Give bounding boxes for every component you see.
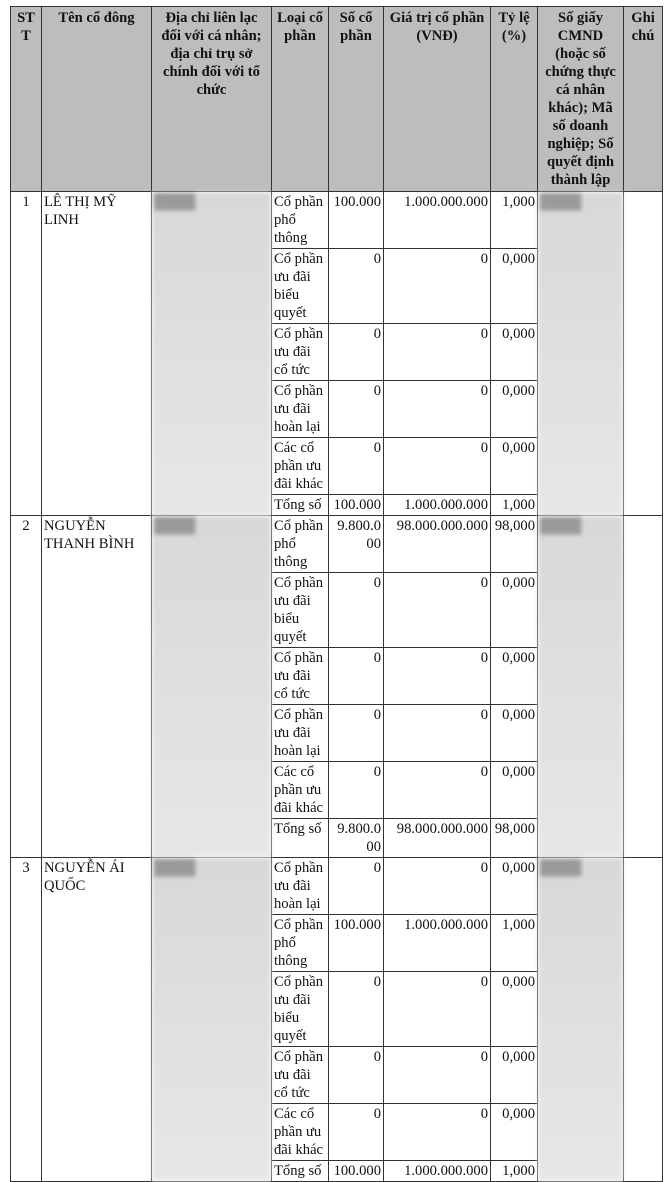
cell-value: 0 [384, 1047, 491, 1104]
cell-quantity: 9.800.000 [329, 516, 384, 573]
cell-quantity: 100.000 [329, 915, 384, 972]
cell-ratio: 0,000 [491, 1104, 538, 1161]
shareholder-table [10, 6, 663, 1182]
cell-quantity: 100.000 [329, 1161, 384, 1182]
cell-note [624, 858, 663, 1182]
cell-value: 0 [384, 972, 491, 1047]
id-number-redacted-text: ████ [540, 194, 582, 210]
cell-ratio: 0,000 [491, 438, 538, 495]
cell-value: 0 [384, 1104, 491, 1161]
cell-share-type: Cổ phần ưu đãi cổ tức [272, 648, 329, 705]
header-note: Ghi chú [624, 7, 663, 192]
id-number-redacted-text: ████ [540, 860, 582, 876]
cell-value: 0 [384, 705, 491, 762]
cell-address-redacted [152, 858, 272, 1182]
cell-note [624, 192, 663, 516]
header-quantity: Số cổ phần [329, 7, 384, 192]
cell-address-redacted [152, 192, 272, 516]
cell-stt: 3 [11, 858, 42, 1182]
cell-ratio: 1,000 [491, 915, 538, 972]
id-number-redacted-text: ████ [540, 518, 582, 534]
cell-value: 1.000.000.000 [384, 1161, 491, 1182]
cell-value: 0 [384, 249, 491, 324]
cell-value: 98.000.000.000 [384, 819, 491, 858]
cell-quantity: 0 [329, 381, 384, 438]
cell-value: 0 [384, 573, 491, 648]
header-share-type: Loại cổ phần [272, 7, 329, 192]
cell-share-type: Các cổ phần ưu đãi khác [272, 1104, 329, 1161]
cell-share-type: Cổ phần ưu đãi hoàn lại [272, 858, 329, 915]
cell-share-type: Cổ phần ưu đãi biểu quyết [272, 972, 329, 1047]
cell-share-type: Tổng số [272, 1161, 329, 1182]
cell-quantity: 0 [329, 324, 384, 381]
cell-ratio: 0,000 [491, 324, 538, 381]
cell-value: 1.000.000.000 [384, 915, 491, 972]
cell-value: 0 [384, 762, 491, 819]
cell-quantity: 0 [329, 858, 384, 915]
cell-value: 1.000.000.000 [384, 495, 491, 516]
cell-shareholder-name: LÊ THỊ MỸ LINH [42, 192, 152, 516]
table-row [11, 858, 663, 915]
cell-quantity: 0 [329, 438, 384, 495]
header-value: Giá trị cổ phần (VNĐ) [384, 7, 491, 192]
address-redacted-text: ████ [154, 860, 196, 876]
cell-share-type: Cổ phần ưu đãi cổ tức [272, 324, 329, 381]
cell-note [624, 516, 663, 858]
table-body [11, 192, 663, 1182]
cell-share-type: Các cổ phần ưu đãi khác [272, 762, 329, 819]
cell-quantity: 0 [329, 1047, 384, 1104]
cell-quantity: 100.000 [329, 192, 384, 249]
cell-quantity: 0 [329, 762, 384, 819]
header-row [11, 7, 663, 192]
cell-ratio: 98,000 [491, 516, 538, 573]
cell-ratio: 1,000 [491, 495, 538, 516]
shareholder-table-container [10, 6, 663, 1182]
cell-address-redacted [152, 516, 272, 858]
cell-ratio: 0,000 [491, 762, 538, 819]
cell-ratio: 0,000 [491, 648, 538, 705]
cell-quantity: 0 [329, 1104, 384, 1161]
cell-quantity: 0 [329, 249, 384, 324]
cell-ratio: 0,000 [491, 1047, 538, 1104]
table-row [11, 192, 663, 249]
cell-stt: 1 [11, 192, 42, 516]
cell-ratio: 0,000 [491, 972, 538, 1047]
header-id-number: Số giấy CMND (hoặc số chứng thực cá nhân khác); Mã số doanh nghiệp; Số quyết định thành lập [538, 7, 624, 192]
cell-value: 0 [384, 381, 491, 438]
cell-value: 0 [384, 648, 491, 705]
cell-ratio: 0,000 [491, 705, 538, 762]
cell-share-type: Cổ phần phổ thông [272, 915, 329, 972]
cell-shareholder-name: NGUYỄN ÁI QUỐC [42, 858, 152, 1182]
cell-value: 0 [384, 858, 491, 915]
cell-ratio: 1,000 [491, 1161, 538, 1182]
cell-ratio: 0,000 [491, 381, 538, 438]
cell-stt: 2 [11, 516, 42, 858]
address-redacted-text: ████ [154, 518, 196, 534]
cell-value: 98.000.000.000 [384, 516, 491, 573]
cell-share-type: Cổ phần ưu đãi hoàn lại [272, 381, 329, 438]
cell-ratio: 98,000 [491, 819, 538, 858]
table-row [11, 516, 663, 573]
cell-share-type: Tổng số [272, 819, 329, 858]
cell-share-type: Cổ phần phổ thông [272, 192, 329, 249]
header-ratio: Tỷ lệ (%) [491, 7, 538, 192]
cell-quantity: 0 [329, 705, 384, 762]
header-stt: STT [11, 7, 42, 192]
cell-ratio: 0,000 [491, 573, 538, 648]
cell-id-number-redacted [538, 858, 624, 1182]
cell-quantity: 0 [329, 648, 384, 705]
header-name: Tên cổ đông [42, 7, 152, 192]
header-address: Địa chỉ liên lạc đối với cá nhân; địa chỉ trụ sở chính đối với tổ chức [152, 7, 272, 192]
cell-value: 1.000.000.000 [384, 192, 491, 249]
address-redacted-text: ████ [154, 194, 196, 210]
cell-id-number-redacted [538, 192, 624, 516]
cell-quantity: 0 [329, 972, 384, 1047]
cell-share-type: Cổ phần ưu đãi biểu quyết [272, 573, 329, 648]
cell-value: 0 [384, 438, 491, 495]
cell-value: 0 [384, 324, 491, 381]
cell-ratio: 0,000 [491, 858, 538, 915]
cell-share-type: Các cổ phần ưu đãi khác [272, 438, 329, 495]
cell-shareholder-name: NGUYỄN THANH BÌNH [42, 516, 152, 858]
cell-ratio: 0,000 [491, 249, 538, 324]
cell-share-type: Cổ phần phổ thông [272, 516, 329, 573]
cell-id-number-redacted [538, 516, 624, 858]
cell-share-type: Cổ phần ưu đãi hoàn lại [272, 705, 329, 762]
cell-quantity: 0 [329, 573, 384, 648]
cell-ratio: 1,000 [491, 192, 538, 249]
cell-share-type: Tổng số [272, 495, 329, 516]
cell-quantity: 100.000 [329, 495, 384, 516]
cell-share-type: Cổ phần ưu đãi cổ tức [272, 1047, 329, 1104]
cell-share-type: Cổ phần ưu đãi biểu quyết [272, 249, 329, 324]
cell-quantity: 9.800.000 [329, 819, 384, 858]
